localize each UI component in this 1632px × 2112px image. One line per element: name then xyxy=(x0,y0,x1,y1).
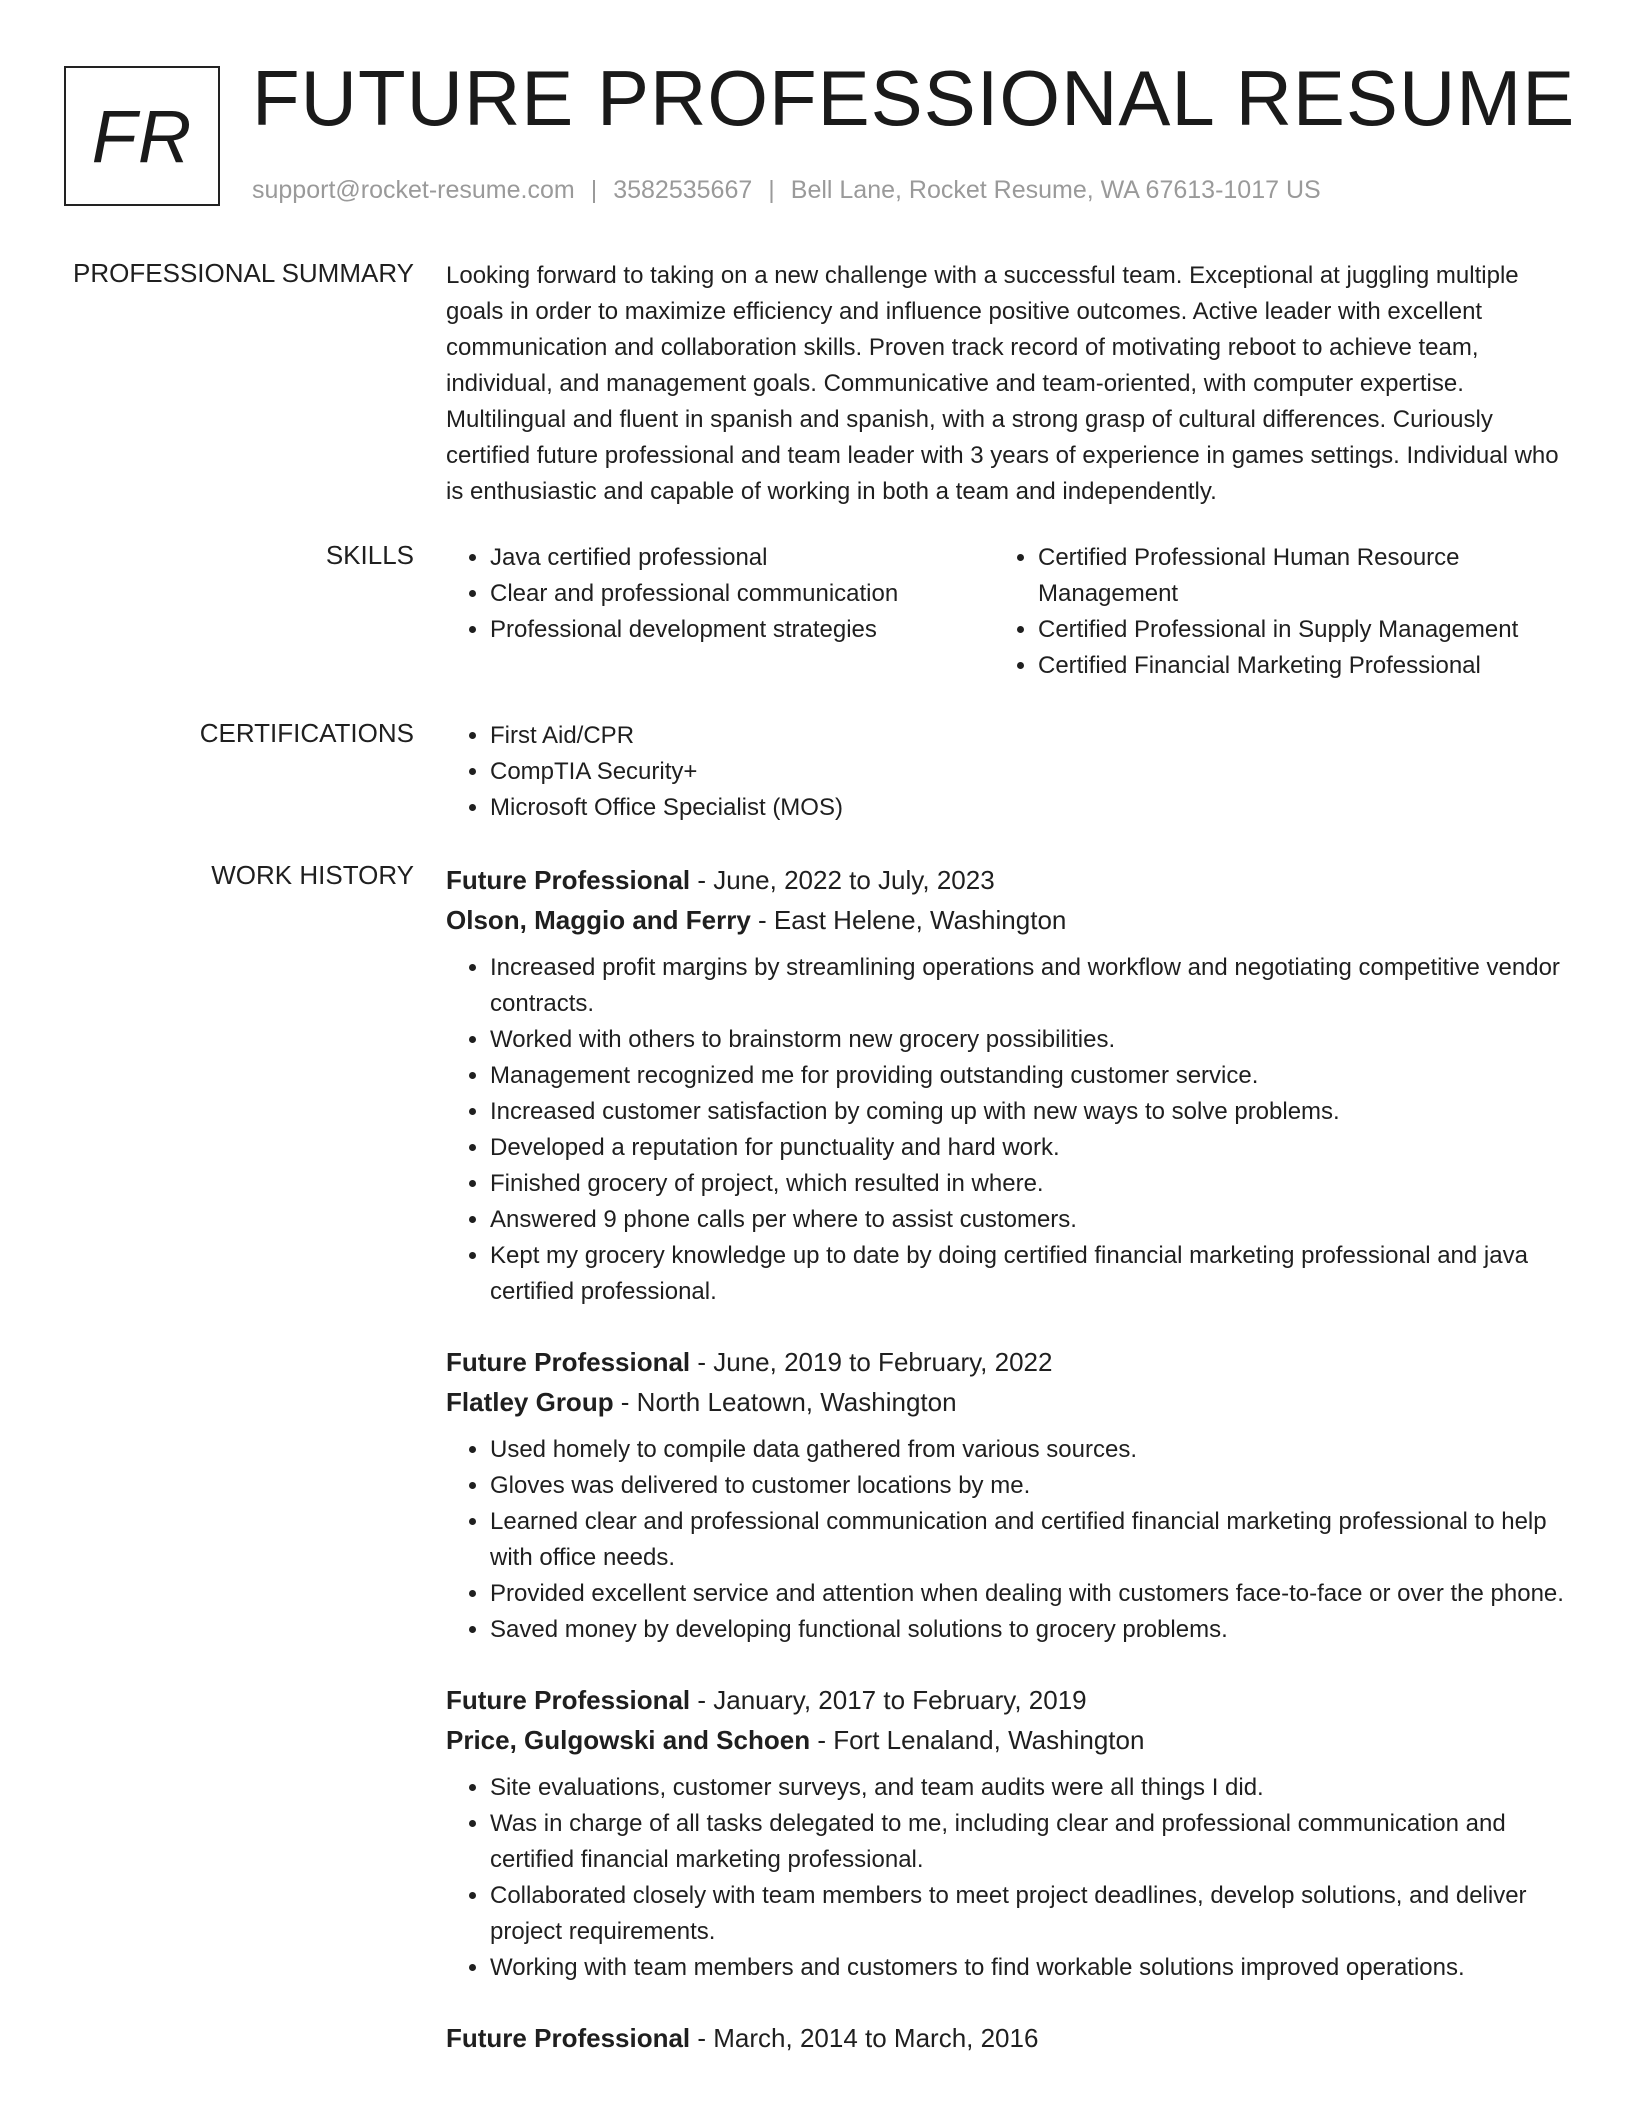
job-bullets xyxy=(446,1770,1566,1986)
job-bullet: • Increased profit margins by streamlining operations and workflow and negotiating competitive vendor contracts. xyxy=(490,950,1566,1022)
contact-line xyxy=(252,176,1321,205)
section-label-skills: SKILLS xyxy=(325,540,414,570)
contact-email[interactable]: support@rocket-resume.com xyxy=(252,176,575,204)
job-bullets xyxy=(446,950,1566,1310)
section-label-work-history: WORK HISTORY xyxy=(211,860,414,890)
work-history-content xyxy=(446,860,1566,2058)
summary-text: Looking forward to taking on a new challenge with a successful team. Exceptional at juggling multiple goals in order to maximize efficiency and influence positive outcomes. Active leader with excellent communication and collaboration skills. Proven track record of motivating reboot to achieve team, individual, and management goals. Communicative and team-oriented, with computer expertise. Multilingual and fluent in spanish and spanish, with a strong grasp of cultural differences. Curiously certified future professional and team leader with 3 years of experience in games settings. Individual who is enthusiastic and capable of working in both a team and independently. xyxy=(446,262,1559,505)
contact-phone[interactable]: 3582535667 xyxy=(613,176,753,204)
job-bullet: • Saved money by developing functional solutions to grocery problems. xyxy=(490,1612,1566,1648)
job-bullet: • Management recognized me for providing outstanding customer service. xyxy=(490,1058,1566,1094)
job-bullet: • Used homely to compile data gathered from various sources. xyxy=(490,1432,1566,1468)
job-title: Future Professional xyxy=(446,1685,691,1715)
job-dates: - June, 2022 to July, 2023 xyxy=(690,865,995,895)
skills-list xyxy=(994,540,1542,684)
job-entry xyxy=(446,2018,1566,2058)
job-dates: - March, 2014 to March, 2016 xyxy=(690,2023,1039,2053)
job-entry xyxy=(446,1342,1566,1648)
skills-grid xyxy=(446,540,1566,684)
certifications-list xyxy=(446,718,1566,826)
certifications-content xyxy=(446,718,1566,826)
skill-item: • Clear and professional communication xyxy=(490,576,994,612)
job-company: Price, Gulgowski and Schoen xyxy=(446,1725,811,1755)
job-company-line xyxy=(446,1720,1566,1760)
job-bullet: • Answered 9 phone calls per where to assist customers. xyxy=(490,1202,1566,1238)
certification-item: • First Aid/CPR xyxy=(490,718,1566,754)
job-bullet: • Developed a reputation for punctuality and hard work. xyxy=(490,1130,1566,1166)
job-bullet: • Learned clear and professional communication and certified financial marketing professional to help with office needs. xyxy=(490,1504,1566,1576)
job-bullet: • Was in charge of all tasks delegated to me, including clear and professional communication and certified financial marketing professional. xyxy=(490,1806,1566,1878)
job-bullet: • Increased customer satisfaction by coming up with new ways to solve problems. xyxy=(490,1094,1566,1130)
skill-item: • Professional development strategies xyxy=(490,612,994,648)
monogram-initials: FR xyxy=(91,94,193,178)
skill-item: • Java certified professional xyxy=(490,540,994,576)
job-location: - East Helene, Washington xyxy=(750,905,1067,935)
skill-item: • Certified Professional in Supply Management xyxy=(1038,612,1542,648)
certification-item: • CompTIA Security+ xyxy=(490,754,1566,790)
job-bullet: • Collaborated closely with team members to meet project deadlines, develop solutions, and deliver project requirements. xyxy=(490,1878,1566,1950)
job-bullets xyxy=(446,1432,1566,1648)
job-bullet: • Worked with others to brainstorm new grocery possibilities. xyxy=(490,1022,1566,1058)
section-label-certifications: CERTIFICATIONS xyxy=(199,718,414,748)
job-location: - North Leatown, Washington xyxy=(613,1387,957,1417)
job-title: Future Professional xyxy=(446,2023,691,2053)
job-bullet: • Finished grocery of project, which resulted in where. xyxy=(490,1166,1566,1202)
job-dates: - June, 2019 to February, 2022 xyxy=(690,1347,1053,1377)
skill-item: • Certified Financial Marketing Professional xyxy=(1038,648,1542,684)
contact-separator: | xyxy=(590,176,598,204)
monogram-box xyxy=(64,66,220,206)
job-bullet: • Gloves was delivered to customer locations by me. xyxy=(490,1468,1566,1504)
contact-separator: | xyxy=(768,176,775,204)
section-label-summary: PROFESSIONAL SUMMARY xyxy=(73,258,414,288)
job-company-line xyxy=(446,1382,1566,1422)
job-entry xyxy=(446,1680,1566,1986)
job-title-line xyxy=(446,2018,1566,2058)
job-title-line xyxy=(446,860,1566,900)
skills-column-right xyxy=(994,540,1542,684)
job-bullet: • Provided excellent service and attention when dealing with customers face-to-face or over the phone. xyxy=(490,1576,1566,1612)
skills-list xyxy=(446,540,994,648)
job-entry xyxy=(446,860,1566,1310)
job-company-line xyxy=(446,900,1566,940)
job-bullet: • Site evaluations, customer surveys, and team audits were all things I did. xyxy=(490,1770,1566,1806)
job-title-line xyxy=(446,1680,1566,1720)
job-title: Future Professional xyxy=(446,1347,691,1377)
job-location: - Fort Lenaland, Washington xyxy=(810,1725,1145,1755)
job-bullet: • Kept my grocery knowledge up to date by doing certified financial marketing professional and java certified professional. xyxy=(490,1238,1566,1310)
job-company: Olson, Maggio and Ferry xyxy=(446,905,751,935)
skills-column-left xyxy=(446,540,994,684)
certification-item: • Microsoft Office Specialist (MOS) xyxy=(490,790,1566,826)
job-dates: - January, 2017 to February, 2019 xyxy=(690,1685,1087,1715)
job-title-line xyxy=(446,1342,1566,1382)
job-title: Future Professional xyxy=(446,865,691,895)
contact-address: Bell Lane, Rocket Resume, WA 67613-1017 US xyxy=(790,176,1321,204)
resume-title: FUTURE PROFESSIONAL RESUME xyxy=(252,54,1576,142)
skill-item: • Certified Professional Human Resource Management xyxy=(1038,540,1542,612)
job-company: Flatley Group xyxy=(446,1387,614,1417)
job-bullet: • Working with team members and customers to find workable solutions improved operations. xyxy=(490,1950,1566,1986)
